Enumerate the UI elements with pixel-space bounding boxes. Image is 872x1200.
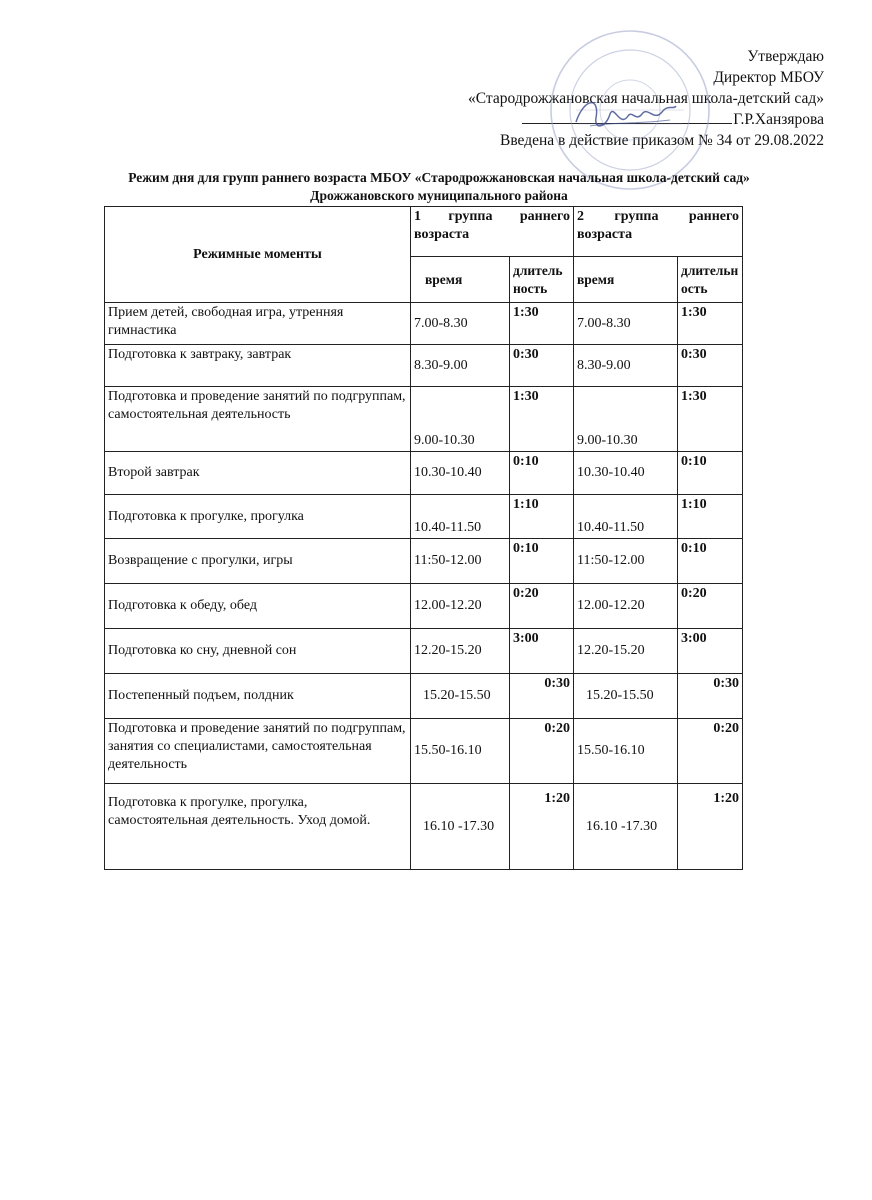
header-group-1: 1 группа раннего возраста: [411, 207, 574, 257]
row-moment: Подготовка и проведение занятий по подгруппам, самостоятельная деятельность: [105, 387, 411, 452]
row-duration-2: 0:30: [678, 345, 743, 387]
row-time-2: 12.00-12.20: [574, 584, 678, 629]
row-duration-2: 3:00: [678, 629, 743, 674]
row-duration-1: 1:20: [510, 784, 574, 870]
row-time-1: 10.30-10.40: [411, 452, 510, 495]
row-time-2: 7.00-8.30: [574, 303, 678, 345]
row-duration-2: 1:10: [678, 495, 743, 539]
row-time-2: 8.30-9.00: [574, 345, 678, 387]
row-duration-2: 0:20: [678, 719, 743, 784]
row-time-2: 15.50-16.10: [574, 719, 678, 784]
row-duration-2: 0:30: [678, 674, 743, 719]
row-time-1: 15.20-15.50: [411, 674, 510, 719]
row-duration-1: 0:20: [510, 584, 574, 629]
row-time-1: 16.10 -17.30: [411, 784, 510, 870]
row-duration-1: 1:30: [510, 387, 574, 452]
row-duration-1: 0:30: [510, 674, 574, 719]
row-duration-2: 0:10: [678, 452, 743, 495]
row-time-1: 12.20-15.20: [411, 629, 510, 674]
row-duration-1: 0:30: [510, 345, 574, 387]
row-moment: Подготовка к обеду, обед: [105, 584, 411, 629]
table-row: [105, 719, 743, 784]
signature-icon: [570, 92, 680, 136]
row-time-1: 10.40-11.50: [411, 495, 510, 539]
row-time-2: 12.20-15.20: [574, 629, 678, 674]
director-name: Г.Р.Ханзярова: [733, 111, 824, 128]
table-row: [105, 452, 743, 495]
approval-line-order: Введена в действие приказом № 34 от 29.08.2022: [499, 132, 824, 149]
table-row: [105, 674, 743, 719]
table-row: [105, 345, 743, 387]
row-moment: Прием детей, свободная игра, утренняя гимнастика: [105, 303, 411, 345]
row-time-2: 16.10 -17.30: [574, 784, 678, 870]
row-time-2: 10.40-11.50: [574, 495, 678, 539]
row-duration-2: 0:10: [678, 539, 743, 584]
header-time-2: время: [574, 257, 678, 303]
row-time-1: 12.00-12.20: [411, 584, 510, 629]
row-moment: Подготовка к прогулке, прогулка, самостоятельная деятельность. Уход домой.: [105, 784, 411, 870]
row-duration-1: 0:20: [510, 719, 574, 784]
table-row: [105, 387, 743, 452]
row-moment: Подготовка ко сну, дневной сон: [105, 629, 411, 674]
row-duration-2: 1:30: [678, 303, 743, 345]
row-moment: Подготовка к прогулке, прогулка: [105, 495, 411, 539]
row-moment: Возвращение с прогулки, игры: [105, 539, 411, 584]
header-duration-2: длительность: [678, 257, 743, 303]
row-moment: Второй завтрак: [105, 452, 411, 495]
row-time-1: 15.50-16.10: [411, 719, 510, 784]
approval-line-approve: Утверждаю: [747, 48, 824, 65]
row-duration-1: 0:10: [510, 452, 574, 495]
schedule-table: [104, 206, 743, 870]
table-row: [105, 584, 743, 629]
header-duration-1: длительность: [510, 257, 574, 303]
document-title: Режим дня для групп раннего возраста МБОУ «Стародрожжановская начальная школа-детский сад» Дрожжановского муниципального района: [128, 170, 750, 203]
row-time-2: 15.20-15.50: [574, 674, 678, 719]
row-duration-1: 3:00: [510, 629, 574, 674]
row-duration-1: 1:10: [510, 495, 574, 539]
approval-line-school: «Стародрожжановская начальная школа-детский сад»: [468, 90, 824, 107]
row-moment: Подготовка и проведение занятий по подгруппам, занятия со специалистами, самостоятельная деятельность: [105, 719, 411, 784]
row-moment: Постепенный подъем, полдник: [105, 674, 411, 719]
header-moments: Режимные моменты: [105, 207, 411, 303]
row-time-1: 11:50-12.00: [411, 539, 510, 584]
header-time-1: время: [411, 257, 510, 303]
header-group-2: 2 группа раннего возраста: [574, 207, 743, 257]
row-time-2: 11:50-12.00: [574, 539, 678, 584]
row-time-1: 7.00-8.30: [411, 303, 510, 345]
row-time-1: 8.30-9.00: [411, 345, 510, 387]
row-moment: Подготовка к завтраку, завтрак: [105, 345, 411, 387]
row-time-1: 9.00-10.30: [411, 387, 510, 452]
row-time-2: 9.00-10.30: [574, 387, 678, 452]
table-row: [105, 303, 743, 345]
row-duration-1: 0:10: [510, 539, 574, 584]
row-duration-2: 1:20: [678, 784, 743, 870]
row-duration-1: 1:30: [510, 303, 574, 345]
table-row: [105, 495, 743, 539]
row-time-2: 10.30-10.40: [574, 452, 678, 495]
row-duration-2: 0:20: [678, 584, 743, 629]
table-row: [105, 539, 743, 584]
table-row: [105, 629, 743, 674]
row-duration-2: 1:30: [678, 387, 743, 452]
table-row: [105, 784, 743, 870]
approval-line-director: Директор МБОУ: [713, 69, 824, 86]
table-header-row: [105, 207, 743, 257]
